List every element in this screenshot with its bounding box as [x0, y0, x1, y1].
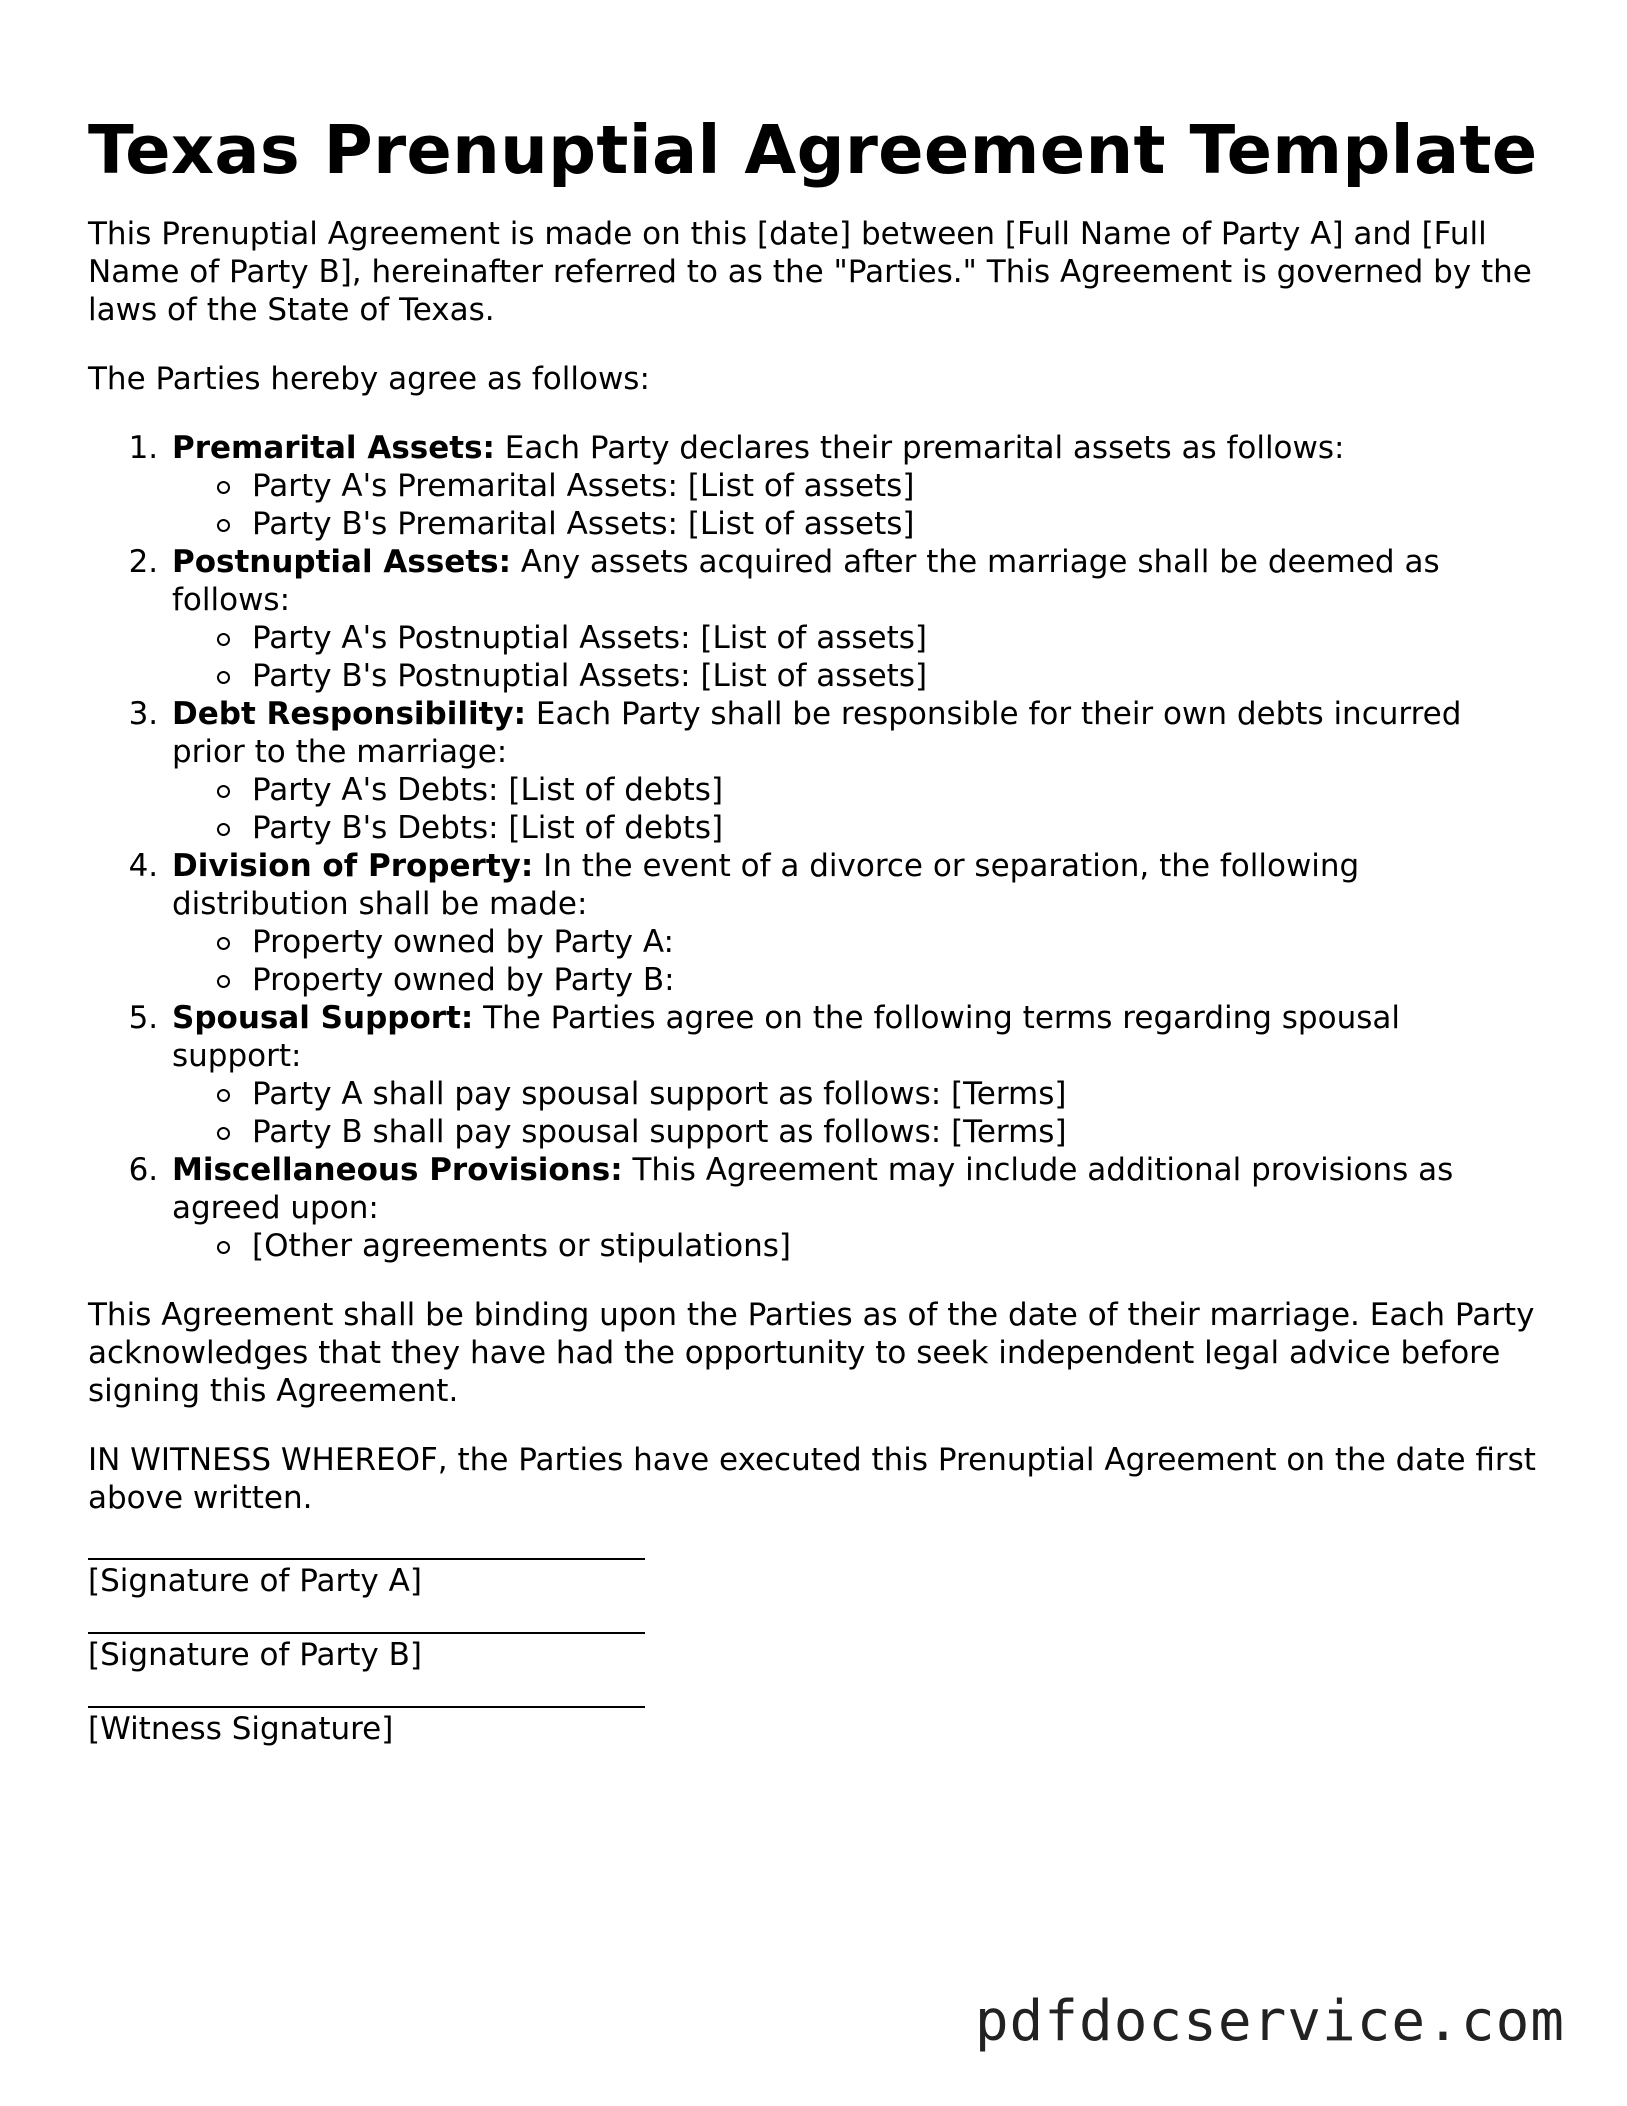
signature-line: [88, 1558, 645, 1560]
signature-block: [88, 1558, 1538, 1748]
signature-line: [88, 1706, 645, 1708]
signature-label: [Signature of Party A]: [88, 1563, 422, 1599]
clause-list: [88, 429, 1538, 1265]
clause-subitem: Party A's Postnuptial Assets: [List of assets]: [216, 619, 1538, 657]
clause-subitem: [Other agreements or stipulations]: [216, 1227, 1538, 1265]
clause-subitem: Property owned by Party B:: [216, 961, 1538, 999]
clause-text: Each Party shall be responsible for their own debts incurred prior to the marriage:: [172, 696, 1462, 770]
intro-paragraph: This Prenuptial Agreement is made on this [date] between [Full Name of Party A] and [Full Name of Party B], hereinafter referred to as the "Parties." This Agreement is governed by the laws of the State of Texas.: [88, 216, 1532, 328]
signature-party-a: [88, 1558, 1538, 1600]
clause-heading: Division of Property:: [172, 848, 534, 884]
document-page: [88, 108, 1538, 1780]
clause-sublist: [172, 1075, 1538, 1151]
signature-label: [Witness Signature]: [88, 1711, 394, 1747]
witness-paragraph: IN WITNESS WHEREOF, the Parties have executed this Prenuptial Agreement on the date first above written.: [88, 1442, 1536, 1516]
watermark: pdfdocservice.com: [974, 1989, 1565, 2054]
clause-item: [168, 695, 1538, 847]
clause-subitem: Party B's Postnuptial Assets: [List of assets]: [216, 657, 1538, 695]
clause-item: [168, 543, 1538, 695]
signature-label: [Signature of Party B]: [88, 1637, 422, 1673]
document-title: Texas Prenuptial Agreement Template: [88, 111, 1538, 189]
clause-subitem: Party A shall pay spousal support as follows: [Terms]: [216, 1075, 1538, 1113]
clause-subitem: Party B shall pay spousal support as follows: [Terms]: [216, 1113, 1538, 1151]
clause-item: [168, 847, 1538, 999]
binding-paragraph: This Agreement shall be binding upon the Parties as of the date of their marriage. Each Party acknowledges that they have had the opportunity to seek independent legal advice before signing this Agreement.: [88, 1297, 1535, 1409]
clause-heading: Premarital Assets:: [172, 430, 495, 466]
clause-item: [168, 999, 1538, 1151]
clause-sublist: [172, 1227, 1538, 1265]
clause-sublist: [172, 467, 1538, 543]
clause-subitem: Party B's Premarital Assets: [List of assets]: [216, 505, 1538, 543]
clause-text: The Parties agree on the following terms regarding spousal support:: [172, 1000, 1400, 1074]
clause-heading: Postnuptial Assets:: [172, 544, 511, 580]
clause-heading: Spousal Support:: [172, 1000, 474, 1036]
agree-statement: The Parties hereby agree as follows:: [88, 361, 650, 397]
clause-sublist: [172, 771, 1538, 847]
clause-text: This Agreement may include additional provisions as agreed upon:: [172, 1152, 1454, 1226]
clause-text: Each Party declares their premarital assets as follows:: [504, 430, 1345, 466]
clause-subitem: Party B's Debts: [List of debts]: [216, 809, 1538, 847]
clause-sublist: [172, 923, 1538, 999]
clause-text: In the event of a divorce or separation, the following distribution shall be made:: [172, 848, 1360, 922]
clause-subitem: Party A's Premarital Assets: [List of assets]: [216, 467, 1538, 505]
clause-item: [168, 1151, 1538, 1265]
clause-subitem: Party A's Debts: [List of debts]: [216, 771, 1538, 809]
signature-party-b: [88, 1632, 1538, 1674]
clause-heading: Miscellaneous Provisions:: [172, 1152, 623, 1188]
signature-witness: [88, 1706, 1538, 1748]
signature-line: [88, 1632, 645, 1634]
clause-text: Any assets acquired after the marriage shall be deemed as follows:: [172, 544, 1440, 618]
clause-item: [168, 429, 1538, 543]
clause-subitem: Property owned by Party A:: [216, 923, 1538, 961]
clause-sublist: [172, 619, 1538, 695]
clause-heading: Debt Responsibility:: [172, 696, 527, 732]
